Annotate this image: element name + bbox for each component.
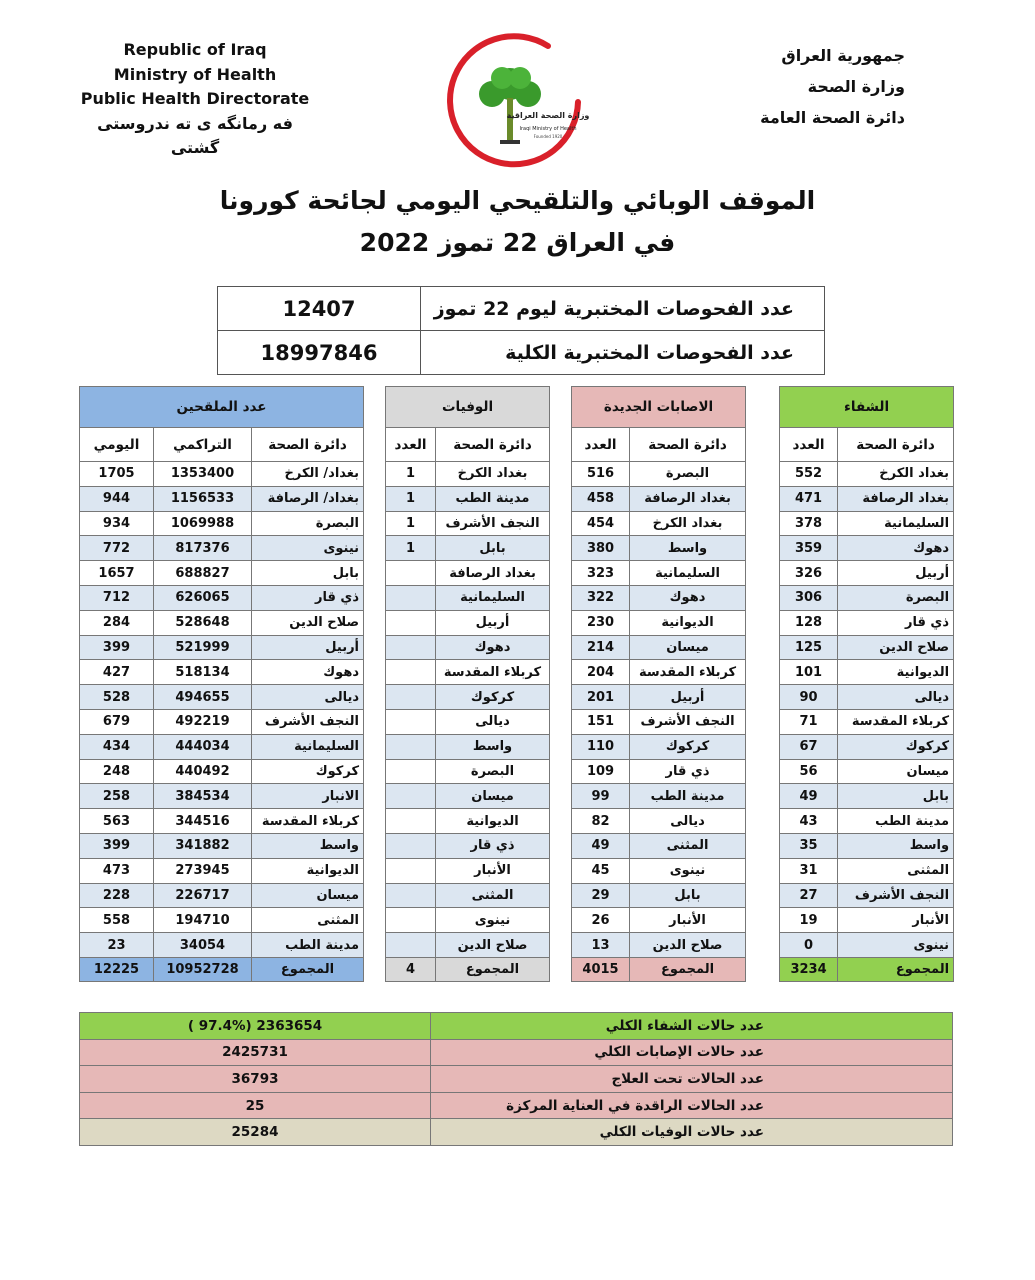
cell-vac-directorate: المثنى (252, 908, 364, 933)
logo-en-text: Iraqi Ministry of Health (519, 126, 577, 132)
cell-case-count: 99 (572, 784, 630, 809)
cell-vac-cumulative: 1069988 (154, 511, 252, 536)
cell-death-directorate: أربيل (436, 610, 550, 635)
cell-case-directorate: مدينة الطب (630, 784, 746, 809)
summary-label: عدد الحالات الراقدة في العناية المركزة (431, 1092, 953, 1119)
cell-rec-directorate: صلاح الدين (838, 635, 954, 660)
cell-case-count: 201 (572, 685, 630, 710)
cell-vac-cumulative: 492219 (154, 709, 252, 734)
cell-death-directorate: البصرة (436, 759, 550, 784)
cell-death-count (386, 635, 436, 660)
cell-death-count: 1 (386, 486, 436, 511)
table-row (80, 635, 954, 660)
cell-death-count (386, 759, 436, 784)
cell-rec-count: 56 (780, 759, 838, 784)
cell-death-directorate: نينوى (436, 908, 550, 933)
cell-case-directorate: البصرة (630, 462, 746, 487)
cell-case-count: 230 (572, 610, 630, 635)
cell-vac-cumulative: 226717 (154, 883, 252, 908)
table-row (80, 809, 954, 834)
table-row (80, 759, 954, 784)
cell-vac-cumulative: 34054 (154, 933, 252, 958)
cell-vac-directorate: كربلاء المقدسة (252, 809, 364, 834)
cell-death-count: 1 (386, 536, 436, 561)
cell-rec-directorate: بابل (838, 784, 954, 809)
cell-rec-count: 306 (780, 585, 838, 610)
header-arabic (705, 40, 905, 133)
cell-vac-daily: 772 (80, 536, 154, 561)
group-recovery: الشفاء (780, 387, 954, 428)
cell-rec-directorate: البصرة (838, 585, 954, 610)
provinces-table (79, 386, 954, 982)
cell-case-directorate: الديوانية (630, 610, 746, 635)
cell-death-directorate: صلاح الدين (436, 933, 550, 958)
summary-label: عدد الحالات تحت العلاج (431, 1066, 953, 1093)
cell-case-count: 82 (572, 809, 630, 834)
summary-value: 25 (80, 1092, 431, 1119)
cell-vac-directorate: السليمانية (252, 734, 364, 759)
cell-vac-cumulative: 341882 (154, 833, 252, 858)
totals-row (80, 957, 954, 981)
cell-case-directorate: ذي قار (630, 759, 746, 784)
total-vac-label: المجموع (252, 957, 364, 981)
cell-rec-directorate: بغداد الرصافة (838, 486, 954, 511)
cell-rec-count: 90 (780, 685, 838, 710)
cell-vac-directorate: ميسان (252, 883, 364, 908)
cell-rec-directorate: مدينة الطب (838, 809, 954, 834)
cell-case-directorate: بابل (630, 883, 746, 908)
cell-vac-daily: 563 (80, 809, 154, 834)
cell-vac-cumulative: 1156533 (154, 486, 252, 511)
cell-death-directorate: بغداد الرصافة (436, 561, 550, 586)
cell-death-count (386, 908, 436, 933)
cell-vac-daily: 944 (80, 486, 154, 511)
cell-death-directorate: كربلاء المقدسة (436, 660, 550, 685)
tests-row-total (218, 331, 825, 375)
table-row (80, 462, 954, 487)
cell-case-count: 323 (572, 561, 630, 586)
table-row (80, 536, 954, 561)
cell-rec-count: 359 (780, 536, 838, 561)
cell-rec-directorate: دهوك (838, 536, 954, 561)
cell-rec-count: 19 (780, 908, 838, 933)
cell-death-directorate: ذي قار (436, 833, 550, 858)
cell-vac-directorate: نينوى (252, 536, 364, 561)
cell-vac-daily: 284 (80, 610, 154, 635)
cell-death-count (386, 610, 436, 635)
cell-vac-directorate: ديالى (252, 685, 364, 710)
cell-death-directorate: ميسان (436, 784, 550, 809)
cell-death-count (386, 709, 436, 734)
cell-death-count (386, 809, 436, 834)
cell-vac-daily: 434 (80, 734, 154, 759)
cell-rec-directorate: كربلاء المقدسة (838, 709, 954, 734)
cell-case-directorate: ديالى (630, 809, 746, 834)
cell-rec-count: 128 (780, 610, 838, 635)
tests-total-value: 18997846 (218, 331, 421, 375)
table-row (80, 858, 954, 883)
cell-vac-directorate: مدينة الطب (252, 933, 364, 958)
cell-rec-directorate: السليمانية (838, 511, 954, 536)
table-row (80, 933, 954, 958)
cell-rec-directorate: بغداد الكرخ (838, 462, 954, 487)
cell-vac-daily: 1705 (80, 462, 154, 487)
summary-value: 25284 (80, 1119, 431, 1146)
cell-vac-daily: 427 (80, 660, 154, 685)
group-vaccinated: عدد الملقحين (80, 387, 364, 428)
sub-header-row (80, 428, 954, 462)
summary-row-icu (80, 1092, 953, 1119)
cell-vac-daily: 558 (80, 908, 154, 933)
cell-case-count: 516 (572, 462, 630, 487)
cell-case-count: 29 (572, 883, 630, 908)
cell-rec-count: 471 (780, 486, 838, 511)
cell-death-directorate: بابل (436, 536, 550, 561)
header-english (80, 38, 310, 161)
header-en-line: Public Health Directorate (80, 89, 310, 108)
cell-vac-directorate: بابل (252, 561, 364, 586)
total-cases: 4015 (572, 957, 630, 981)
cell-death-count (386, 784, 436, 809)
cell-rec-count: 378 (780, 511, 838, 536)
cell-vac-daily: 399 (80, 833, 154, 858)
cell-case-directorate: بغداد الكرخ (630, 511, 746, 536)
col-rec-directorate: دائرة الصحة (838, 428, 954, 462)
total-recovery-label: المجموع (838, 957, 954, 981)
cell-rec-count: 101 (780, 660, 838, 685)
total-recovery: 3234 (780, 957, 838, 981)
cell-case-count: 151 (572, 709, 630, 734)
cell-case-directorate: ميسان (630, 635, 746, 660)
cell-vac-daily: 528 (80, 685, 154, 710)
summary-row-total-cases (80, 1039, 953, 1066)
cell-vac-cumulative: 528648 (154, 610, 252, 635)
table-row (80, 883, 954, 908)
cell-vac-cumulative: 688827 (154, 561, 252, 586)
cell-case-count: 380 (572, 536, 630, 561)
group-deaths: الوفيات (386, 387, 550, 428)
tests-total-label: عدد الفحوصات المختبرية الكلية (421, 331, 825, 375)
summary-label: عدد حالات الوفيات الكلي (431, 1119, 953, 1146)
header-ar-line: دائرة الصحة العامة (760, 108, 905, 127)
cell-vac-daily: 258 (80, 784, 154, 809)
cell-case-count: 26 (572, 908, 630, 933)
cell-vac-daily: 712 (80, 585, 154, 610)
col-death-count: العدد (386, 428, 436, 462)
tests-daily-value: 12407 (218, 287, 421, 331)
cell-vac-daily: 228 (80, 883, 154, 908)
cell-vac-directorate: الانبار (252, 784, 364, 809)
summary-row-deaths (80, 1119, 953, 1146)
cell-vac-cumulative: 444034 (154, 734, 252, 759)
summary-value: 2425731 (80, 1039, 431, 1066)
group-header-row (80, 387, 954, 428)
cell-vac-cumulative: 273945 (154, 858, 252, 883)
cell-rec-count: 326 (780, 561, 838, 586)
cell-case-directorate: المثنى (630, 833, 746, 858)
logo-founded-text: Founded 1920 (533, 134, 563, 139)
total-deaths: 4 (386, 957, 436, 981)
cell-rec-count: 35 (780, 833, 838, 858)
cell-death-directorate: بغداد الكرخ (436, 462, 550, 487)
cell-case-count: 204 (572, 660, 630, 685)
cell-death-count (386, 833, 436, 858)
cell-case-directorate: السليمانية (630, 561, 746, 586)
cell-death-directorate: مدينة الطب (436, 486, 550, 511)
cell-case-directorate: واسط (630, 536, 746, 561)
cell-case-count: 45 (572, 858, 630, 883)
cell-case-directorate: كربلاء المقدسة (630, 660, 746, 685)
cell-death-directorate: ديالى (436, 709, 550, 734)
cell-death-count (386, 585, 436, 610)
cell-death-count: 1 (386, 511, 436, 536)
cell-death-count (386, 858, 436, 883)
cell-rec-count: 67 (780, 734, 838, 759)
cell-death-directorate: دهوك (436, 635, 550, 660)
total-deaths-label: المجموع (436, 957, 550, 981)
total-cases-label: المجموع (630, 957, 746, 981)
total-vac-cumulative: 10952728 (154, 957, 252, 981)
col-case-directorate: دائرة الصحة (630, 428, 746, 462)
cell-rec-directorate: واسط (838, 833, 954, 858)
cell-case-count: 13 (572, 933, 630, 958)
summary-value: ( 97.4%) 2363654 (80, 1013, 431, 1040)
table-row (80, 585, 954, 610)
col-rec-count: العدد (780, 428, 838, 462)
summary-label: عدد حالات الشفاء الكلي (431, 1013, 953, 1040)
cell-vac-directorate: النجف الأشرف (252, 709, 364, 734)
cell-vac-cumulative: 494655 (154, 685, 252, 710)
cell-vac-cumulative: 344516 (154, 809, 252, 834)
cell-vac-cumulative: 521999 (154, 635, 252, 660)
cell-rec-directorate: الديوانية (838, 660, 954, 685)
table-row (80, 709, 954, 734)
cell-rec-count: 31 (780, 858, 838, 883)
cell-case-count: 49 (572, 833, 630, 858)
cell-case-directorate: النجف الأشرف (630, 709, 746, 734)
cell-vac-daily: 1657 (80, 561, 154, 586)
cell-death-directorate: السليمانية (436, 585, 550, 610)
cell-case-count: 322 (572, 585, 630, 610)
cell-case-directorate: صلاح الدين (630, 933, 746, 958)
cell-rec-count: 0 (780, 933, 838, 958)
cell-death-count (386, 933, 436, 958)
lab-tests-table (217, 286, 825, 375)
table-row (80, 685, 954, 710)
cell-rec-count: 71 (780, 709, 838, 734)
cell-death-count (386, 660, 436, 685)
palm-tree-icon (440, 22, 590, 172)
group-new-cases: الاصابات الجديدة (572, 387, 746, 428)
header-en-line: Ministry of Health (113, 64, 277, 84)
cell-case-count: 214 (572, 635, 630, 660)
cell-rec-count: 27 (780, 883, 838, 908)
title-line-2: في العراق 22 تموز 2022 (359, 228, 676, 257)
table-row (80, 734, 954, 759)
header-ar-line: جمهورية العراق (781, 46, 905, 65)
table-row (80, 833, 954, 858)
cell-vac-directorate: الديوانية (252, 858, 364, 883)
cell-vac-directorate: بغداد/ الكرخ (252, 462, 364, 487)
report-title (0, 180, 1035, 264)
cell-death-directorate: كركوك (436, 685, 550, 710)
cell-vac-daily: 934 (80, 511, 154, 536)
table-row (80, 610, 954, 635)
table-row (80, 561, 954, 586)
tests-row-daily (218, 287, 825, 331)
cell-case-directorate: الأنبار (630, 908, 746, 933)
cell-death-count: 1 (386, 462, 436, 487)
cell-case-directorate: كركوك (630, 734, 746, 759)
summary-table (79, 1012, 953, 1146)
col-vac-cumulative: التراكمي (154, 428, 252, 462)
cell-case-directorate: دهوك (630, 585, 746, 610)
cell-vac-daily: 473 (80, 858, 154, 883)
cell-rec-directorate: الأنبار (838, 908, 954, 933)
cell-rec-count: 43 (780, 809, 838, 834)
ministry-logo (440, 22, 590, 172)
cell-death-count (386, 685, 436, 710)
cell-vac-cumulative: 626065 (154, 585, 252, 610)
cell-vac-directorate: بغداد/ الرصافة (252, 486, 364, 511)
cell-death-count (386, 734, 436, 759)
total-vac-daily: 12225 (80, 957, 154, 981)
cell-case-count: 109 (572, 759, 630, 784)
cell-case-directorate: نينوى (630, 858, 746, 883)
cell-vac-cumulative: 194710 (154, 908, 252, 933)
cell-rec-count: 552 (780, 462, 838, 487)
cell-rec-count: 49 (780, 784, 838, 809)
summary-row-under-treatment (80, 1066, 953, 1093)
header-kurdish-line: فه رمانگه ى ته ندروستى گشتى (97, 113, 293, 157)
cell-vac-directorate: واسط (252, 833, 364, 858)
cell-vac-cumulative: 384534 (154, 784, 252, 809)
cell-vac-daily: 679 (80, 709, 154, 734)
header-ar-line: وزارة الصحة (807, 77, 905, 96)
cell-rec-directorate: النجف الأشرف (838, 883, 954, 908)
cell-vac-directorate: أربيل (252, 635, 364, 660)
cell-rec-directorate: كركوك (838, 734, 954, 759)
table-row (80, 660, 954, 685)
provinces-body (80, 462, 954, 958)
cell-vac-cumulative: 1353400 (154, 462, 252, 487)
col-vac-directorate: دائرة الصحة (252, 428, 364, 462)
cell-death-directorate: النجف الأشرف (436, 511, 550, 536)
cell-vac-daily: 23 (80, 933, 154, 958)
header-en-line: Republic of Iraq (123, 40, 267, 59)
cell-vac-cumulative: 518134 (154, 660, 252, 685)
cell-case-directorate: أربيل (630, 685, 746, 710)
tests-daily-label: عدد الفحوصات المختبرية ليوم 22 تموز (421, 287, 825, 331)
cell-vac-daily: 248 (80, 759, 154, 784)
cell-rec-directorate: ميسان (838, 759, 954, 784)
col-vac-daily: اليومي (80, 428, 154, 462)
cell-vac-directorate: ذي قار (252, 585, 364, 610)
cell-vac-directorate: دهوك (252, 660, 364, 685)
cell-case-directorate: بغداد الرصافة (630, 486, 746, 511)
cell-death-count (386, 883, 436, 908)
cell-case-count: 458 (572, 486, 630, 511)
col-death-directorate: دائرة الصحة (436, 428, 550, 462)
table-row (80, 908, 954, 933)
cell-vac-directorate: صلاح الدين (252, 610, 364, 635)
cell-case-count: 110 (572, 734, 630, 759)
cell-rec-directorate: نينوى (838, 933, 954, 958)
summary-value: 36793 (80, 1066, 431, 1093)
col-case-count: العدد (572, 428, 630, 462)
cell-death-count (386, 561, 436, 586)
cell-death-directorate: الديوانية (436, 809, 550, 834)
cell-vac-directorate: البصرة (252, 511, 364, 536)
cell-case-count: 454 (572, 511, 630, 536)
cell-death-directorate: المثنى (436, 883, 550, 908)
cell-vac-daily: 399 (80, 635, 154, 660)
cell-rec-count: 125 (780, 635, 838, 660)
summary-row-recovered (80, 1013, 953, 1040)
table-row (80, 511, 954, 536)
cell-rec-directorate: ذي قار (838, 610, 954, 635)
table-row (80, 784, 954, 809)
cell-rec-directorate: المثنى (838, 858, 954, 883)
summary-label: عدد حالات الإصابات الكلي (431, 1039, 953, 1066)
logo-ar-text: وزارة الصحة العراقية (506, 111, 590, 120)
cell-vac-cumulative: 440492 (154, 759, 252, 784)
cell-rec-directorate: أربيل (838, 561, 954, 586)
cell-vac-cumulative: 817376 (154, 536, 252, 561)
cell-vac-directorate: كركوك (252, 759, 364, 784)
cell-death-directorate: الأنبار (436, 858, 550, 883)
table-row (80, 486, 954, 511)
title-line-1: الموقف الوبائي والتلقيحي اليومي لجائحة كورونا (219, 186, 816, 215)
cell-death-directorate: واسط (436, 734, 550, 759)
cell-rec-directorate: ديالى (838, 685, 954, 710)
